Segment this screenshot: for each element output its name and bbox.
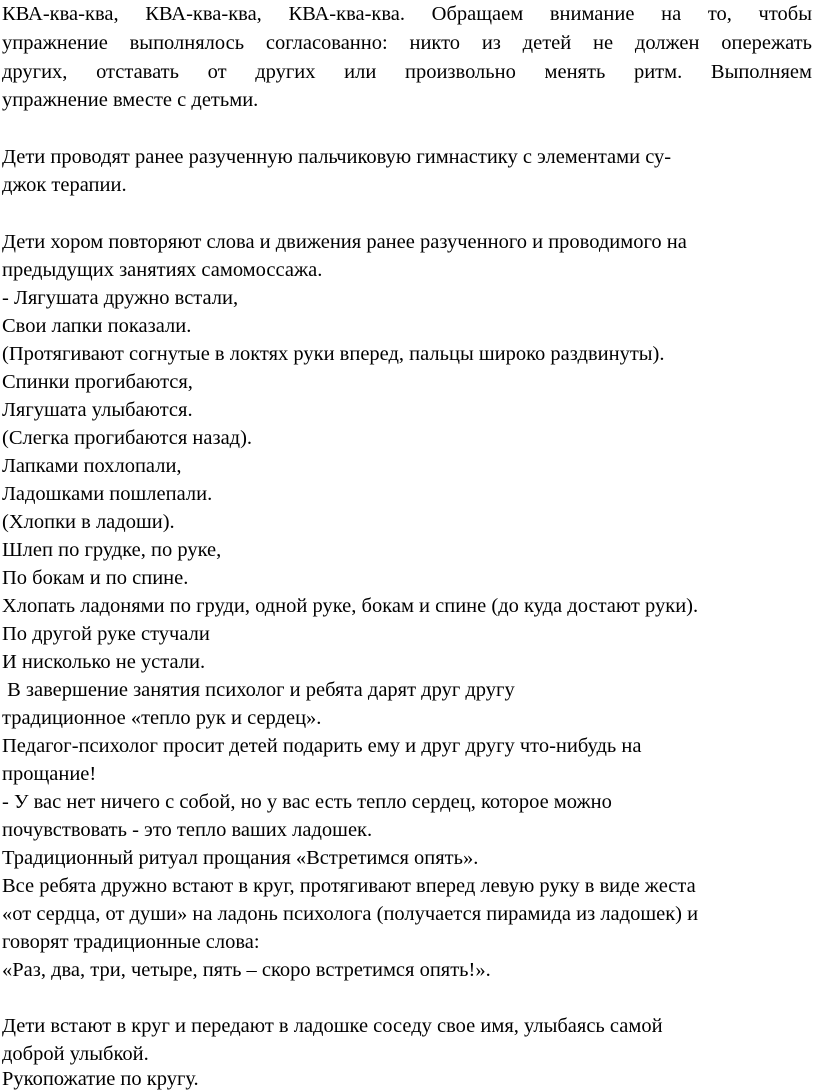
text-line: Дети хором повторяют слова и движения ранее разученного и проводимого на xyxy=(2,231,687,253)
text-line: - У вас нет ничего с собой, но у вас есть тепло сердец, которое можно xyxy=(2,791,612,813)
text-line: (Слегка прогибаются назад). xyxy=(2,427,253,449)
text-line: других, отставать от других или произвольно менять ритм. Выполняем xyxy=(2,61,812,83)
text-line: Все ребята дружно встают в круг, протягивают вперед левую руку в виде жеста xyxy=(2,875,696,897)
text-line: почувствовать - это тепло ваших ладошек. xyxy=(2,819,373,841)
text-line: Хлопать ладонями по груди, одной руке, бокам и спине (до куда достают руки). xyxy=(2,595,699,617)
text-line: упражнение вместе с детьми. xyxy=(2,89,259,111)
text-line: традиционное «тепло рук и сердец». xyxy=(2,707,322,729)
text-line: прощание! xyxy=(2,763,97,785)
text-line: И нисколько не устали. xyxy=(2,651,206,673)
text-line: Ладошками пошлепали. xyxy=(2,483,213,505)
text-line: Педагог-психолог просит детей подарить ему и друг другу что-нибудь на xyxy=(2,735,642,757)
text-line: КВА-ква-ква, КВА-ква-ква, КВА-ква-ква. Обращаем внимание на то, чтобы xyxy=(2,3,812,25)
text-line: доброй улыбкой. xyxy=(2,1043,149,1065)
text-line: По бокам и по спине. xyxy=(2,567,189,589)
text-line: В завершение занятия психолог и ребята дарят друг другу xyxy=(2,679,515,701)
text-line: (Протягивают согнутые в локтях руки вперед, пальцы широко раздвинуты). xyxy=(2,343,665,365)
text-line: говорят традиционные слова: xyxy=(2,931,260,953)
text-line: «от сердца, от души» на ладонь психолога (получается пирамида из ладошек) и xyxy=(2,903,699,925)
text-line: Свои лапки показали. xyxy=(2,315,192,337)
text-line: Традиционный ритуал прощания «Встретимся опять». xyxy=(2,847,479,869)
text-line: Лапками похлопали, xyxy=(2,455,182,477)
text-line: предыдущих занятиях самомоссажа. xyxy=(2,259,323,281)
text-line: упражнение выполнялось согласованно: никто из детей не должен опережать xyxy=(2,32,812,54)
text-line: - Лягушата дружно встали, xyxy=(2,287,239,309)
text-line: Дети проводят ранее разученную пальчиковую гимнастику с элементами су- xyxy=(2,146,672,168)
text-line: По другой руке стучали xyxy=(2,623,210,645)
text-line: Лягушата улыбаются. xyxy=(2,399,193,421)
text-line: Рукопожатие по кругу. xyxy=(2,1068,199,1090)
text-line: Спинки прогибаются, xyxy=(2,371,193,393)
text-line: Дети встают в круг и передают в ладошке соседу свое имя, улыбаясь самой xyxy=(2,1015,663,1037)
text-line: «Раз, два, три, четыре, пять – скоро встретимся опять!». xyxy=(2,959,491,981)
text-line: джок терапии. xyxy=(2,174,127,196)
text-line: Шлеп по грудке, по руке, xyxy=(2,539,222,561)
text-line: (Хлопки в ладоши). xyxy=(2,511,175,533)
